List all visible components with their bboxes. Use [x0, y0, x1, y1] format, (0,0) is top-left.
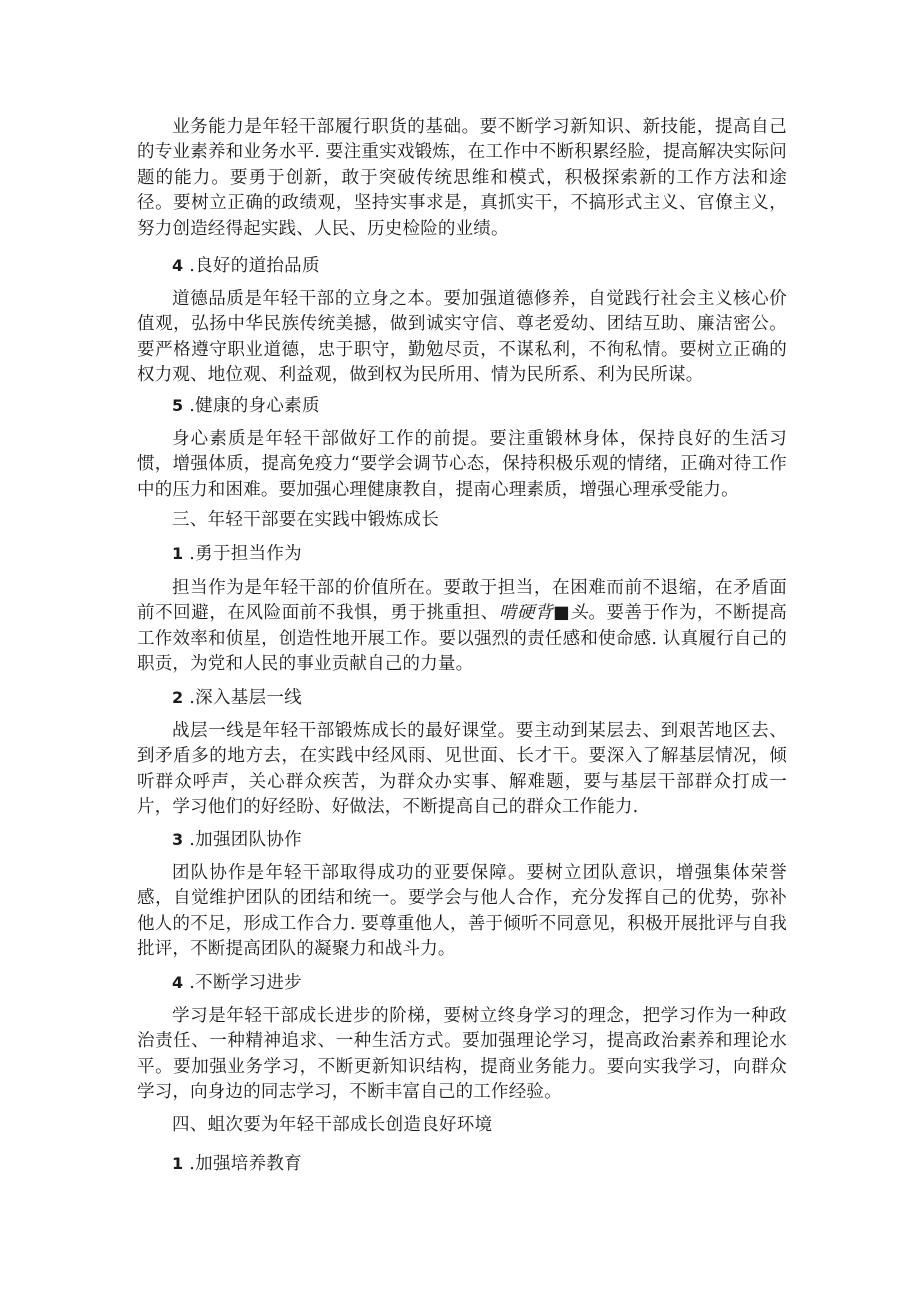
- heading-text: .良好的道抬品质: [183, 256, 320, 276]
- paragraph-teamwork: 团队协作是年轻干部取得成功的亚要保障。要树立团队意识，增强集体荣誉感，自觉维护团队的团结和统一。要学会与他人合作，充分发挥自己的优势，弥补他人的不足，形成工作合力. 要尊重他人，善于倾听不同意见，积极开展批评与自我批评，不断提高团队的凝聚力和战斗力。: [137, 863, 787, 960]
- heading-text: .勇于担当作为: [183, 544, 302, 564]
- section-heading-practice: 三、年轻干部要在实践中锻炼成长: [172, 510, 439, 530]
- heading-number: 2: [172, 688, 184, 707]
- heading-text: .不断学习进步: [183, 973, 302, 993]
- heading-training-education: [137, 1151, 787, 1177]
- heading-text: .加强团队协作: [183, 830, 302, 850]
- heading-text: .健康的身心素质: [183, 396, 320, 416]
- paragraph-take-responsibility: [137, 576, 787, 678]
- heading-number: 1: [172, 1154, 184, 1173]
- heading-take-responsibility: [137, 541, 787, 567]
- paragraph-text: 。要善于作为，不断提高工作效率和侦星，创造性地开展工作。要以强烈的责任感和使命感. 认真履行自己的职贡，为党和人民的事业贡献自己的力量。: [137, 603, 787, 675]
- heading-text: .加强培养教育: [183, 1154, 302, 1174]
- heading-text: .深入基层一线: [183, 688, 302, 708]
- paragraph-physical-mental: 身心素质是年轻干部做好工作的前提。要注重锻林身体，保持良好的生活习惯，增强体质，提高免疫力“要学会调节心态，保持积极乐观的情绪，正确对待工作中的压力和困难。要加强心理健康教自，提南心理素质，增强心理承受能力。: [137, 429, 787, 500]
- emphasized-text: 啃硬背■头: [498, 603, 589, 624]
- heading-number: 4: [172, 256, 184, 275]
- section-heading-environment: 四、蛆次要为年轻干部成长创造良好环境: [172, 1115, 493, 1135]
- heading-grassroots: [137, 685, 787, 711]
- heading-teamwork: [137, 827, 787, 853]
- heading-physical-mental: [137, 393, 787, 419]
- paragraph-text: 担当作为是年轻干部的价值所在。要敢于担当，在困难而前不退缩，在矛盾面前不回避，在风险面前不我惧，勇于挑重担、: [137, 578, 787, 624]
- paragraph-moral-quality: 道德品质是年轻干部的立身之本。要加强道德修养，自觉践行社会主义核心价值观，弘扬中华民族传统美撼，做到诚实守信、尊老爱幼、团结互助、廉洁密公。要严格遵守职业道德，忠于职守，勤勉尽贡，不谋私利，不徇私情。要树立正确的权力观、地位观、利益观，做到权为民所用、情为民所系、利为民所谋。: [137, 289, 787, 386]
- heading-number: 1: [172, 544, 184, 563]
- paragraph-continuous-learning: 学习是年轻干部成长进步的阶梯，要树立终身学习的理念，把学习作为一种政治责任、一种精神追求、一种生活方式。要加强理论学习，提高政治素养和理论水平。要加强业务学习，不断更新知识结构，提商业务能力。要向实我学习，向群众学习，向身边的同志学习，不断丰富自己的工作经验。: [137, 1006, 787, 1103]
- heading-continuous-learning: [137, 970, 787, 996]
- paragraph-grassroots: 战层一线是年轻干部锻炼成长的最好课堂。要主动到某层去、到艰苦地区去、到矛盾多的地方去，在实践中经风雨、见世面、长才干。要深入了解基层情况，倾听群众呼声，关心群众疾苦，为群众办实事、解难题，要与基层干部群众打成一片，学习他们的好经盼、好做法，不断提高自己的群众工作能力.: [137, 721, 787, 818]
- heading-number: 3: [172, 830, 184, 849]
- paragraph-business-ability: 业务能力是年轻干部履行职货的基础。要不断学习新知识、新技能，提高自己的专业素养和业务水平. 要注重实戏锻炼，在工作中不断积累经脸，提高解决实际问题的能力。要勇于创新，敢于突破传统思维和模式，积极探索新的工作方法和途径。要树立正确的政绩观，坚持实事求是，真抓实干，不搞形式主义、官僚主义，努力创造经得起实践、人民、历史检险的业绩。: [137, 117, 787, 239]
- heading-moral-quality: [137, 253, 787, 279]
- heading-number: 4: [172, 973, 184, 992]
- heading-number: 5: [172, 396, 184, 415]
